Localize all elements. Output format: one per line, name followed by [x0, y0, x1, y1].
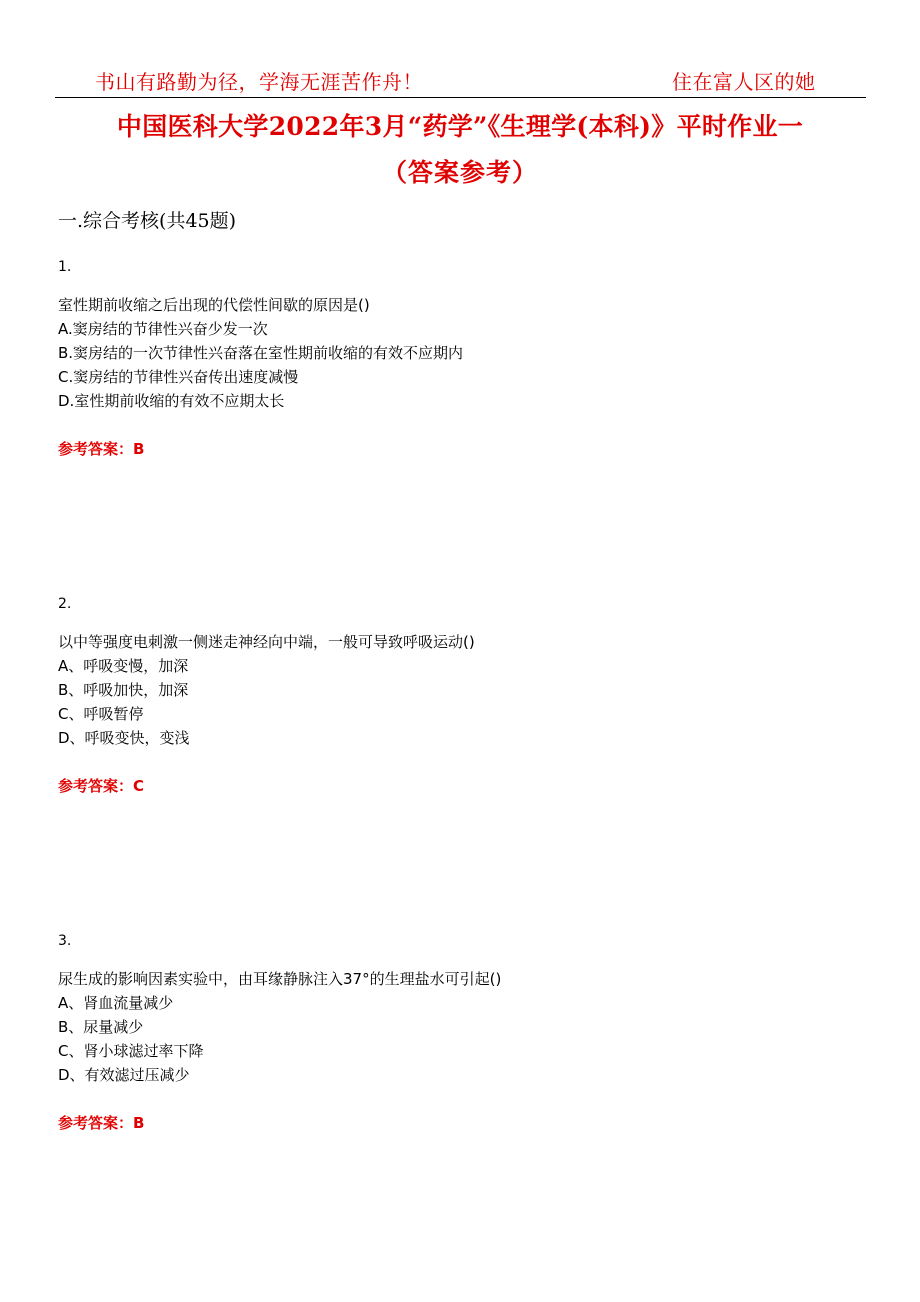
reference-answer: 参考答案：C — [58, 777, 145, 795]
option-a: A、肾血流量减少 — [58, 994, 174, 1012]
question-number: 1. — [58, 259, 72, 275]
section-heading: 一.综合考核(共45题) — [58, 210, 237, 232]
question-3 — [58, 929, 878, 1135]
question-number: 3. — [58, 933, 72, 949]
question-1 — [58, 255, 878, 461]
question-stem: 以中等强度电刺激一侧迷走神经向中端，一般可导致呼吸运动() — [58, 633, 475, 651]
question-number: 2. — [58, 596, 72, 612]
header-motto: 书山有路勤为径，学海无涯苦作舟！ — [95, 70, 423, 94]
document-subtitle: （答案参考） — [381, 158, 538, 187]
header-author: 住在富人区的她 — [672, 70, 816, 94]
option-d: D、有效滤过压减少 — [58, 1066, 190, 1084]
option-c: C、呼吸暂停 — [58, 705, 144, 723]
header-divider — [55, 97, 866, 98]
option-c: C.窦房结的节律性兴奋传出速度减慢 — [58, 368, 299, 386]
option-a: A、呼吸变慢，加深 — [58, 657, 189, 675]
option-b: B、尿量减少 — [58, 1018, 144, 1036]
option-d: D、呼吸变快，变浅 — [58, 729, 190, 747]
option-a: A.窦房结的节律性兴奋少发一次 — [58, 320, 268, 338]
document-title: 中国医科大学2022年3月“药学”《生理学(本科)》平时作业一 — [116, 112, 804, 141]
option-b: B、呼吸加快，加深 — [58, 681, 189, 699]
reference-answer: 参考答案：B — [58, 1114, 145, 1132]
option-c: C、肾小球滤过率下降 — [58, 1042, 204, 1060]
question-2 — [58, 592, 878, 798]
option-b: B.窦房结的一次节律性兴奋落在室性期前收缩的有效不应期内 — [58, 344, 464, 362]
question-stem: 室性期前收缩之后出现的代偿性间歇的原因是() — [58, 296, 370, 314]
reference-answer: 参考答案：B — [58, 440, 145, 458]
option-d: D.室性期前收缩的有效不应期太长 — [58, 392, 285, 410]
question-stem: 尿生成的影响因素实验中，由耳缘静脉注入37°的生理盐水可引起() — [58, 970, 502, 988]
